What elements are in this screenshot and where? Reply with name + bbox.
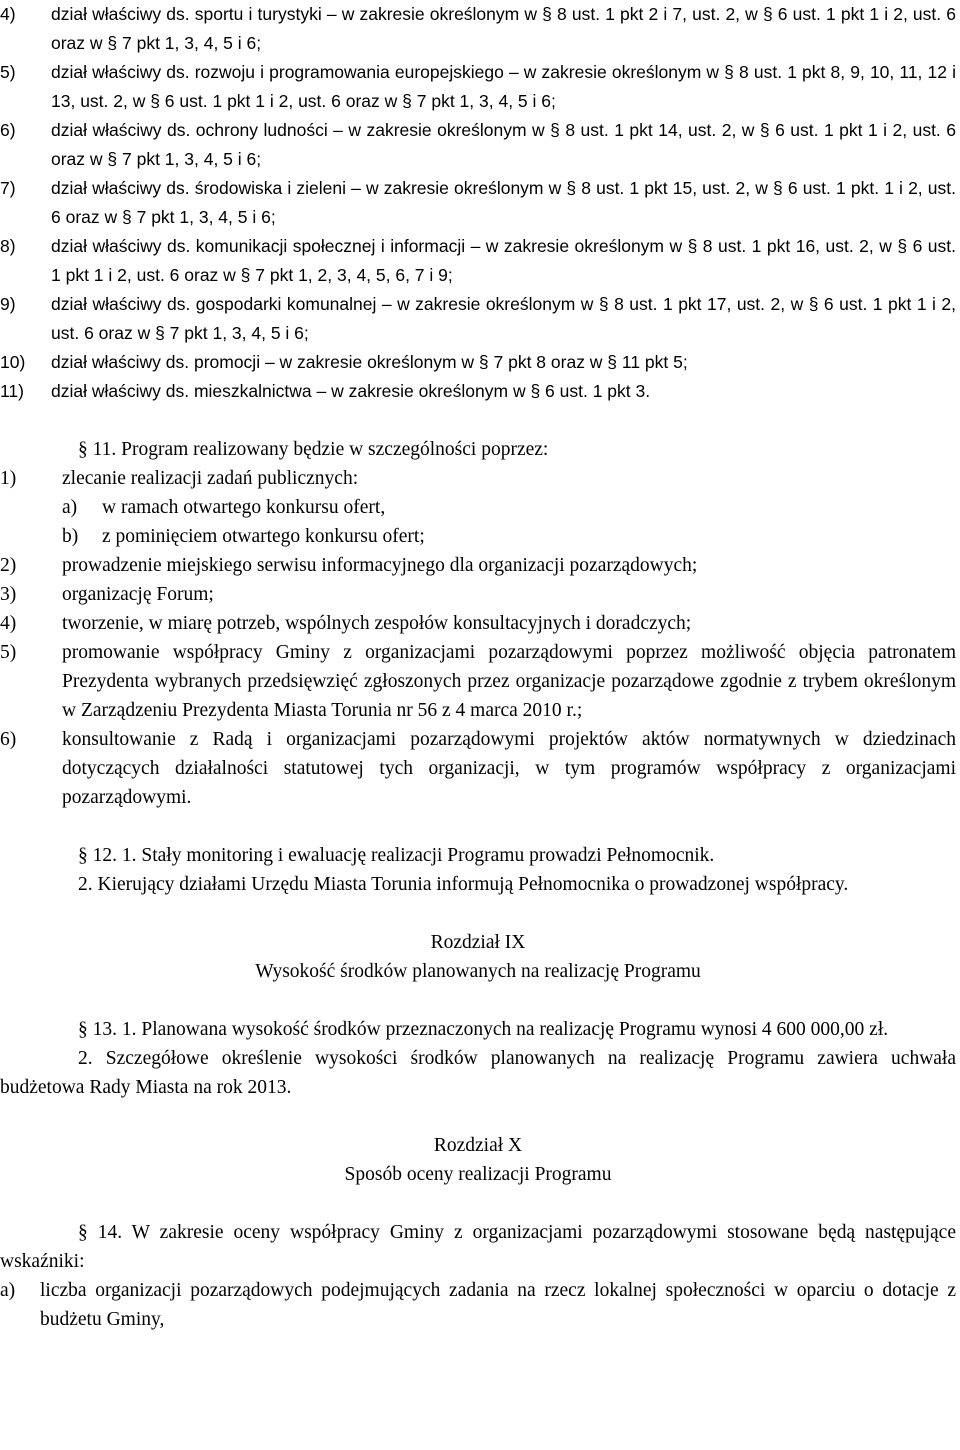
section-12-paragraph-1: § 12. 1. Stały monitoring i ewaluację realizacji Programu prowadzi Pełnomocnik. [78,845,715,866]
section-12 [0,841,956,899]
section-11-intro: § 11. Program realizowany będzie w szczególności poprzez: [78,439,549,460]
section-14 [0,1218,956,1334]
chapter-title: Sposób oceny realizacji Programu [344,1164,612,1185]
department-list [0,0,956,406]
section-13 [0,1015,956,1102]
list-item: 6) dział właściwy ds. ochrony ludności – w zakresie określonym w § 8 ust. 1 pkt 14, ust. 2, w § 6 ust. 1 pkt 1 i 2, ust. 6 oraz w § 7 pkt 1, 3, 4, 5 i 6; [0,120,956,169]
sub-list-item: a) w ramach otwartego konkursu ofert, [62,497,386,518]
chapter-title: Wysokość środków planowanych na realizację Programu [255,961,701,982]
section-14-paragraph-1: § 14. W zakresie oceny współpracy Gminy z organizacjami pozarządowymi stosowane będą następujące wskaźniki: [0,1222,956,1272]
list-item: 8) dział właściwy ds. komunikacji społecznej i informacji – w zakresie określonym w § 8 ust. 1 pkt 16, ust. 2, w § 6 ust. 1 pkt 1 i 2, ust. 6 oraz w § 7 pkt 1, 2, 3, 4, 5, 6, 7 i 9; [0,236,956,285]
sub-list-item: b) z pominięciem otwartego konkursu ofert; [62,526,425,547]
list-item: 4) dział właściwy ds. sportu i turystyki – w zakresie określonym w § 8 ust. 1 pkt 2 i 7, ust. 2, w § 6 ust. 1 pkt 1 i 2, ust. 6 oraz w § 7 pkt 1, 3, 4, 5 i 6; [0,4,956,53]
list-item: 1) zlecanie realizacji zadań publicznych: [0,468,359,489]
chapter-9-header [0,928,956,986]
list-item: 4) tworzenie, w miarę potrzeb, wspólnych zespołów konsultacyjnych i doradczych; [0,613,692,634]
list-item: a) liczba organizacji pozarządowych podejmujących zadania na rzecz lokalnej społeczności w oparciu o dotacje z budżetu Gminy, [0,1280,956,1330]
list-item: 9) dział właściwy ds. gospodarki komunalnej – w zakresie określonym w § 8 ust. 1 pkt 17, ust. 2, w § 6 ust. 1 pkt 1 i 2, ust. 6 oraz w § 7 pkt 1, 3, 4, 5 i 6; [0,294,956,343]
list-item: 11) dział właściwy ds. mieszkalnictwa – w zakresie określonym w § 6 ust. 1 pkt 3. [0,381,651,401]
list-item: 5) dział właściwy ds. rozwoju i programowania europejskiego – w zakresie określonym w § 8 ust. 1 pkt 8, 9, 10, 11, 12 i 13, ust. 2, w § 6 ust. 1 pkt 1 i 2, ust. 6 oraz w § 7 pkt 1, 3, 4, 5 i 6; [0,62,956,111]
section-11 [0,435,956,812]
section-12-paragraph-2: 2. Kierujący działami Urzędu Miasta Torunia informują Pełnomocnika o prowadzonej współpracy. [78,874,849,895]
section-13-paragraph-2: 2. Szczegółowe określenie wysokości środków planowanych na realizację Programu zawiera uchwała budżetowa Rady Miasta na rok 2013. [0,1048,956,1098]
chapter-10-header [0,1131,956,1189]
list-item: 3) organizację Forum; [0,584,214,605]
list-item: 7) dział właściwy ds. środowiska i zieleni – w zakresie określonym w § 8 ust. 1 pkt 15, ust. 2, w § 6 ust. 1 pkt. 1 i 2, ust. 6 oraz w § 7 pkt 1, 3, 4, 5 i 6; [0,178,956,227]
list-item: 2) prowadzenie miejskiego serwisu informacyjnego dla organizacji pozarządowych; [0,555,698,576]
chapter-heading: Rozdział IX [430,932,526,953]
list-item: 10) dział właściwy ds. promocji – w zakresie określonym w § 7 pkt 8 oraz w § 11 pkt 5; [0,352,688,372]
list-item: 6) konsultowanie z Radą i organizacjami pozarządowymi projektów aktów normatywnych w dziedzinach dotyczących działalności statutowej tych organizacji, w tym programów współpracy z organizacjami pozarządowymi. [0,729,956,808]
list-item: 5) promowanie współpracy Gminy z organizacjami pozarządowymi poprzez możliwość objęcia patronatem Prezydenta wybranych przedsięwzięć zgłoszonych przez organizacje pozarządowe zgodnie z trybem określonym w Zarządzeniu Prezydenta Miasta Torunia nr 56 z 4 marca 2010 r.; [0,642,956,721]
section-13-paragraph-1: § 13. 1. Planowana wysokość środków przeznaczonych na realizację Programu wynosi 4 600 000,00 zł. [78,1019,889,1040]
chapter-heading: Rozdział X [433,1135,523,1156]
